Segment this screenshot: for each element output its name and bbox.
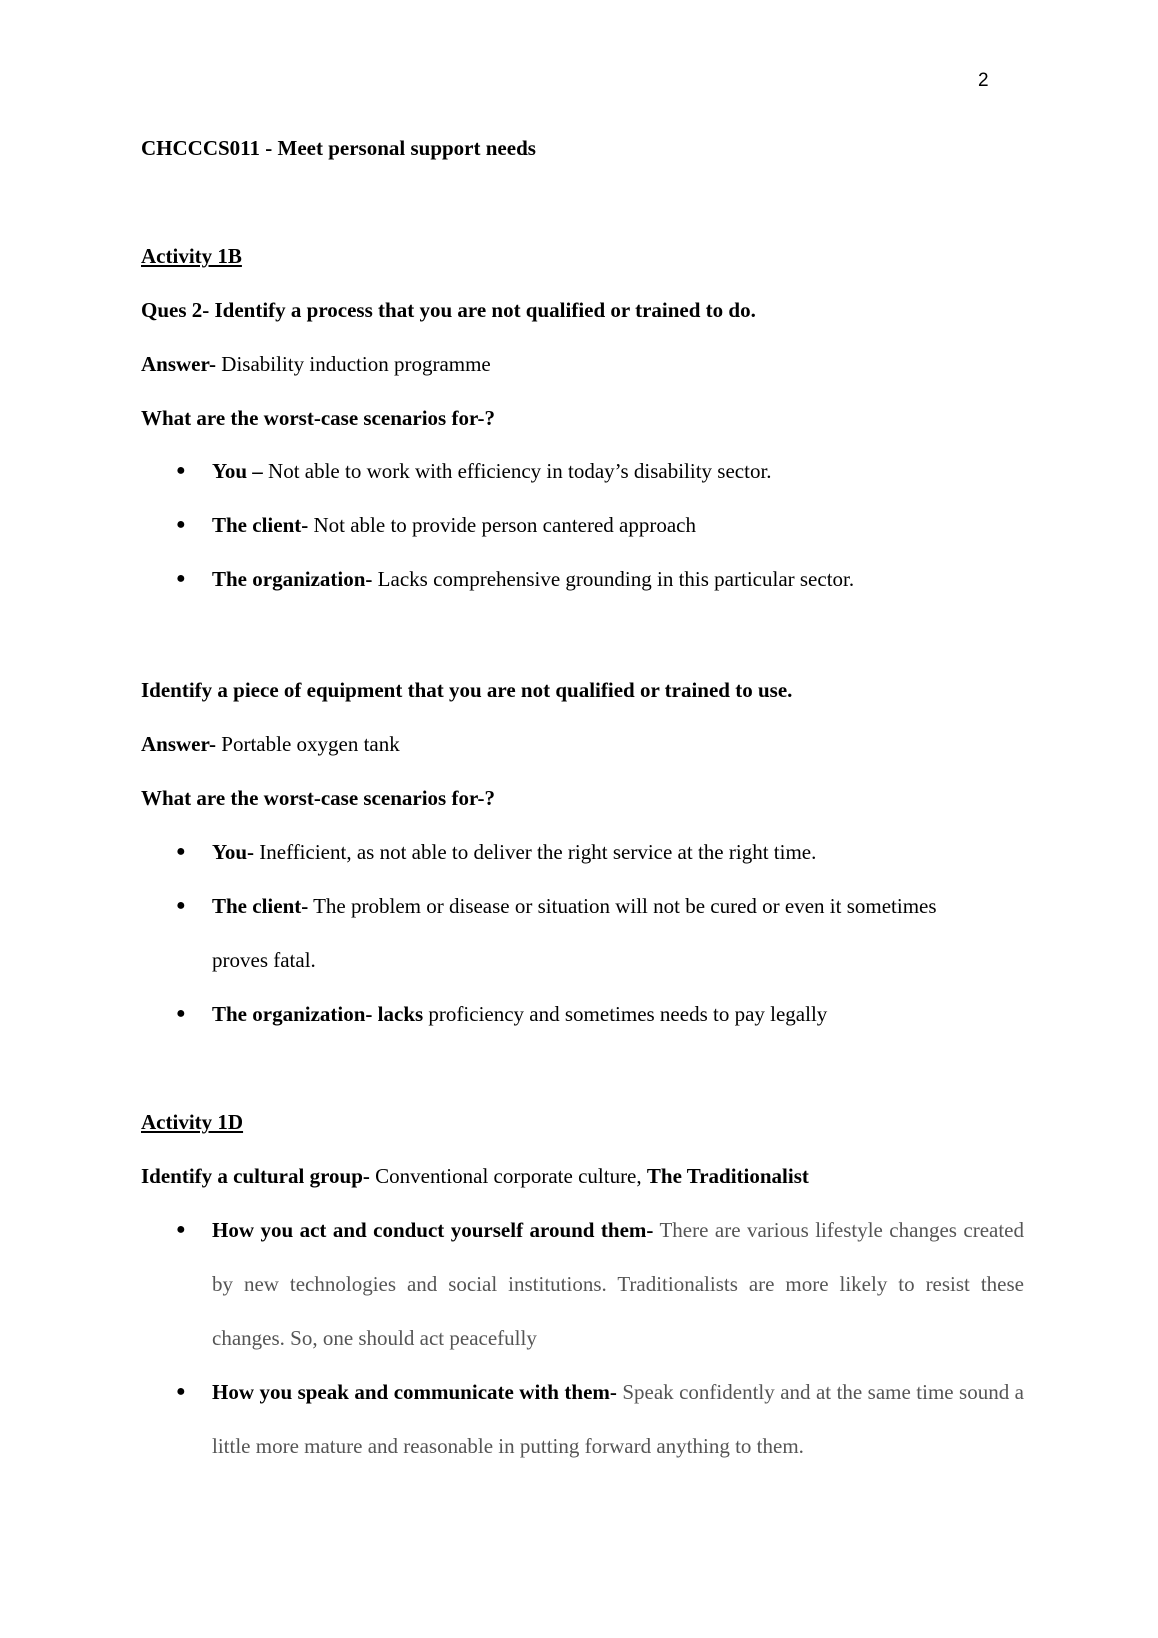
scenario-heading-equipment: What are the worst-case scenarios for-? [141,786,495,810]
list-item [212,1203,1024,1365]
list-item [212,461,772,482]
list-item-text: Inefficient, as not able to deliver the right service at the right time. [254,840,817,864]
bullet-icon: ● [176,1005,186,1022]
question-process: Ques 2- Identify a process that you are not qualified or trained to do. [141,298,756,322]
list-item-label: The organization- lacks [212,1002,424,1026]
bullet-icon: ● [176,843,186,860]
list-item [212,1365,1024,1473]
answer-equipment [141,734,400,755]
list-item [212,569,854,590]
bullet-icon: ● [176,1383,186,1400]
question-equipment: Identify a piece of equipment that you are not qualified or trained to use. [141,678,793,702]
bullet-icon: ● [176,570,186,587]
activity-1d-heading: Activity 1D [141,1110,244,1134]
list-item-label: The organization- [212,567,373,591]
answer-value: Portable oxygen tank [216,732,400,756]
list-item-text: Not able to provide person cantered approach [308,513,696,537]
list-item-text: Lacks comprehensive grounding in this particular sector. [372,567,855,591]
cultural-group-label: Identify a cultural group- [141,1164,370,1188]
list-item-label: You – [212,459,263,483]
list-item [212,1004,827,1025]
cultural-group-name: The Traditionalist [646,1164,809,1188]
answer-label: Answer- [141,352,217,376]
list-item-continuation: proves fatal. [212,948,316,972]
cultural-group-value: Conventional corporate culture, [369,1164,647,1188]
document-title: CHCCCS011 - Meet personal support needs [141,136,536,160]
activity-1b-heading: Activity 1B [141,244,242,268]
list-item-label: You- [212,840,255,864]
list-item [212,842,816,863]
list-item-label: How you speak and communicate with them- [212,1380,617,1404]
list-item-text: Speak confidently and at the same time sound a little more mature and reasonable in putting forward anything to them. [212,1380,1024,1458]
scenario-heading-process: What are the worst-case scenarios for-? [141,406,495,430]
list-item-text: proficiency and sometimes needs to pay legally [423,1002,828,1026]
list-item-text: The problem or disease or situation will not be cured or even it sometimes [308,894,937,918]
list-item-label: The client- [212,894,309,918]
bullet-icon: ● [176,516,186,533]
list-item-text: There are various lifestyle changes created by new technologies and social institutions. Traditionalists are more likely to resist these changes. So, one should act peacefully [212,1218,1024,1350]
answer-process [141,354,491,375]
answer-label: Answer- [141,732,217,756]
list-item-text: Not able to work with efficiency in today’s disability sector. [262,459,772,483]
list-item [212,896,937,917]
page-number: 2 [978,70,989,91]
bullet-icon: ● [176,462,186,479]
list-item-label: How you act and conduct yourself around them- [212,1218,654,1242]
bullet-icon: ● [176,1221,186,1238]
bullet-icon: ● [176,897,186,914]
list-item-label: The client- [212,513,309,537]
list-item [212,515,696,536]
cultural-group-line [141,1166,809,1187]
answer-value: Disability induction programme [216,352,491,376]
